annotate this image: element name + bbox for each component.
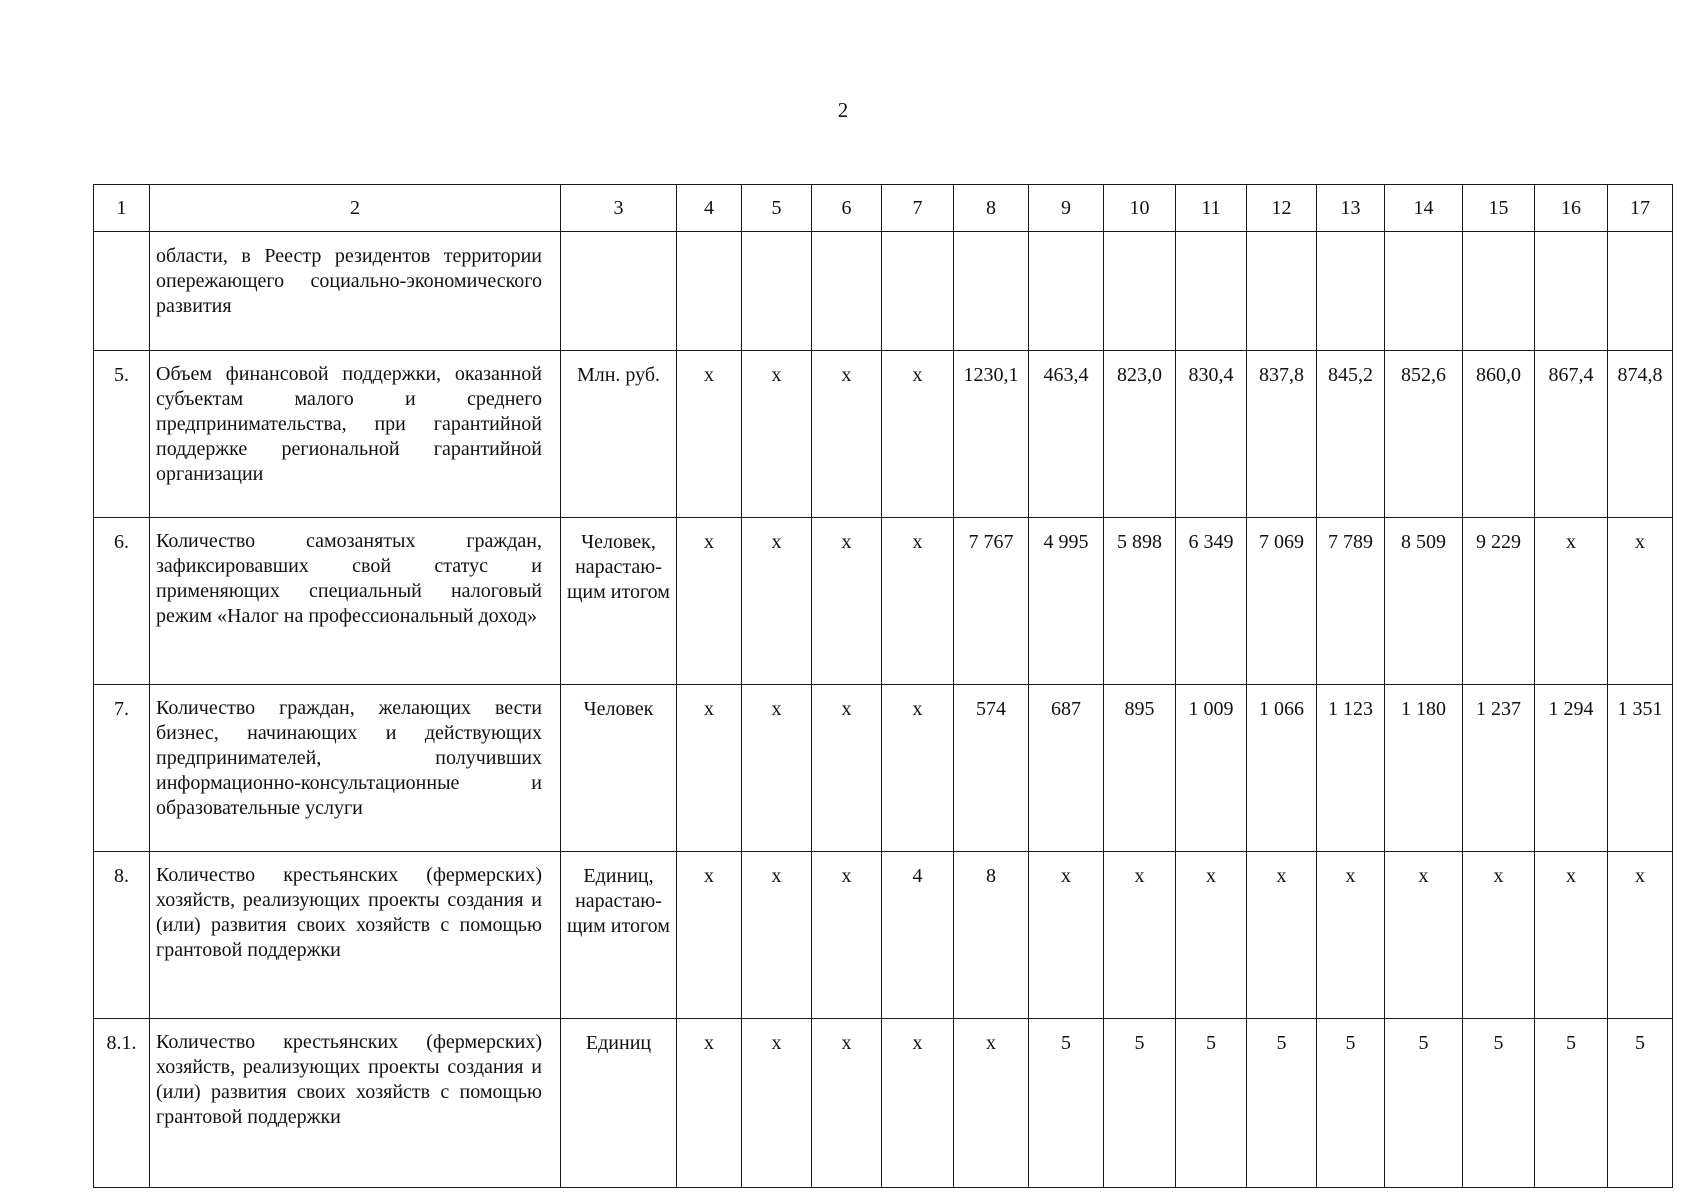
value-cell: х [1608,852,1673,1019]
value-cell: 874,8 [1608,351,1673,518]
value-cell: 5 [1247,1019,1317,1188]
value-cell: х [1608,518,1673,685]
value-cell [1176,232,1247,351]
header-cell: 12 [1247,185,1317,232]
value-cell: 860,0 [1463,351,1535,518]
header-cell: 14 [1385,185,1463,232]
value-cell: х [1317,852,1385,1019]
value-cell: х [882,1019,954,1188]
header-cell: 17 [1608,185,1673,232]
value-cell [1104,232,1176,351]
value-cell: 1 009 [1176,685,1247,852]
header-cell: 3 [561,185,677,232]
value-cell: 7 789 [1317,518,1385,685]
page-number: 2 [837,98,849,122]
indicators-table [93,184,1673,1188]
value-cell: х [812,685,882,852]
value-cell: 5 [1317,1019,1385,1188]
value-cell: 7 767 [954,518,1029,685]
unit-cell: Человек [561,685,677,852]
value-cell: 5 [1535,1019,1608,1188]
value-cell: 8 [954,852,1029,1019]
value-cell [954,232,1029,351]
value-cell: 830,4 [1176,351,1247,518]
value-cell: х [954,1019,1029,1188]
unit-cell [561,232,677,351]
value-cell: 5 [1104,1019,1176,1188]
value-cell: х [882,518,954,685]
value-cell: х [882,351,954,518]
value-cell: 5 [1608,1019,1673,1188]
value-cell: 463,4 [1029,351,1104,518]
indicator-name: Количество самозанятых граждан, зафиксировавших свой статус и применяющих специальный налоговый режим «Налог на профессиональный доход» [150,518,561,685]
value-cell: х [1247,852,1317,1019]
value-cell: 5 [1463,1019,1535,1188]
value-cell: х [812,518,882,685]
value-cell: 4 995 [1029,518,1104,685]
table-row [94,852,1673,1019]
unit-cell: Единиц, нарастаю-щим итогом [561,852,677,1019]
header-cell: 10 [1104,185,1176,232]
unit-cell: Единиц [561,1019,677,1188]
value-cell: 574 [954,685,1029,852]
value-cell [1247,232,1317,351]
indicator-name: Количество граждан, желающих вести бизнес, начинающих и действующих предпринимателей, получивших информационно-консультационные и образовательные услуги [150,685,561,852]
value-cell [1608,232,1673,351]
value-cell: 852,6 [1385,351,1463,518]
value-cell: х [677,351,742,518]
value-cell [1317,232,1385,351]
value-cell: 4 [882,852,954,1019]
value-cell: х [677,1019,742,1188]
unit-cell: Млн. руб. [561,351,677,518]
value-cell: 1 294 [1535,685,1608,852]
value-cell: х [742,852,812,1019]
value-cell: х [1104,852,1176,1019]
value-cell: 823,0 [1104,351,1176,518]
value-cell [1029,232,1104,351]
header-cell: 16 [1535,185,1608,232]
value-cell [1385,232,1463,351]
value-cell: х [742,351,812,518]
header-cell: 13 [1317,185,1385,232]
table-row [94,1019,1673,1188]
value-cell: х [677,852,742,1019]
value-cell: 1 351 [1608,685,1673,852]
value-cell: 1 180 [1385,685,1463,852]
value-cell: 5 [1385,1019,1463,1188]
value-cell: 7 069 [1247,518,1317,685]
row-number: 8. [94,852,150,1019]
row-number: 5. [94,351,150,518]
value-cell: х [1385,852,1463,1019]
value-cell: х [812,852,882,1019]
header-cell: 7 [882,185,954,232]
value-cell: х [742,1019,812,1188]
value-cell: 8 509 [1385,518,1463,685]
value-cell [812,232,882,351]
row-number: 7. [94,685,150,852]
header-cell: 6 [812,185,882,232]
row-number [94,232,150,351]
header-cell: 5 [742,185,812,232]
value-cell: 1 237 [1463,685,1535,852]
header-cell: 4 [677,185,742,232]
indicator-name: Объем финансовой поддержки, оказанной субъектам малого и среднего предпринимательства, при гарантийной поддержке региональной гарантийной организации [150,351,561,518]
value-cell [742,232,812,351]
value-cell: 1230,1 [954,351,1029,518]
value-cell: 895 [1104,685,1176,852]
value-cell: х [1029,852,1104,1019]
value-cell [1463,232,1535,351]
value-cell: 845,2 [1317,351,1385,518]
header-cell: 8 [954,185,1029,232]
table-row [94,351,1673,518]
value-cell: 1 123 [1317,685,1385,852]
value-cell: х [882,685,954,852]
value-cell: 5 [1029,1019,1104,1188]
value-cell: х [1535,852,1608,1019]
value-cell: х [742,685,812,852]
value-cell: х [677,685,742,852]
value-cell: х [812,351,882,518]
value-cell [882,232,954,351]
value-cell: 837,8 [1247,351,1317,518]
value-cell: 5 898 [1104,518,1176,685]
table-header-row [94,185,1673,232]
header-cell: 11 [1176,185,1247,232]
value-cell: 9 229 [1463,518,1535,685]
indicator-name: области, в Реестр резидентов территории опережающего социально-экономического развития [150,232,561,351]
header-cell: 15 [1463,185,1535,232]
value-cell: 5 [1176,1019,1247,1188]
header-cell: 1 [94,185,150,232]
table-row [94,518,1673,685]
unit-cell: Человек, нарастаю-щим итогом [561,518,677,685]
indicator-name: Количество крестьянских (фермерских) хозяйств, реализующих проекты создания и (или) развития своих хозяйств с помощью грантовой поддержки [150,1019,561,1188]
value-cell: х [677,518,742,685]
value-cell: 1 066 [1247,685,1317,852]
value-cell: х [742,518,812,685]
value-cell: х [1463,852,1535,1019]
value-cell [1535,232,1608,351]
table-row-continuation [94,232,1673,351]
value-cell: х [1176,852,1247,1019]
value-cell: 687 [1029,685,1104,852]
header-cell: 9 [1029,185,1104,232]
value-cell [677,232,742,351]
row-number: 6. [94,518,150,685]
value-cell: 867,4 [1535,351,1608,518]
value-cell: 6 349 [1176,518,1247,685]
row-number: 8.1. [94,1019,150,1188]
header-cell: 2 [150,185,561,232]
table-row [94,685,1673,852]
value-cell: х [1535,518,1608,685]
value-cell: х [812,1019,882,1188]
indicator-name: Количество крестьянских (фермерских) хозяйств, реализующих проекты создания и (или) развития своих хозяйств с помощью грантовой поддержки [150,852,561,1019]
